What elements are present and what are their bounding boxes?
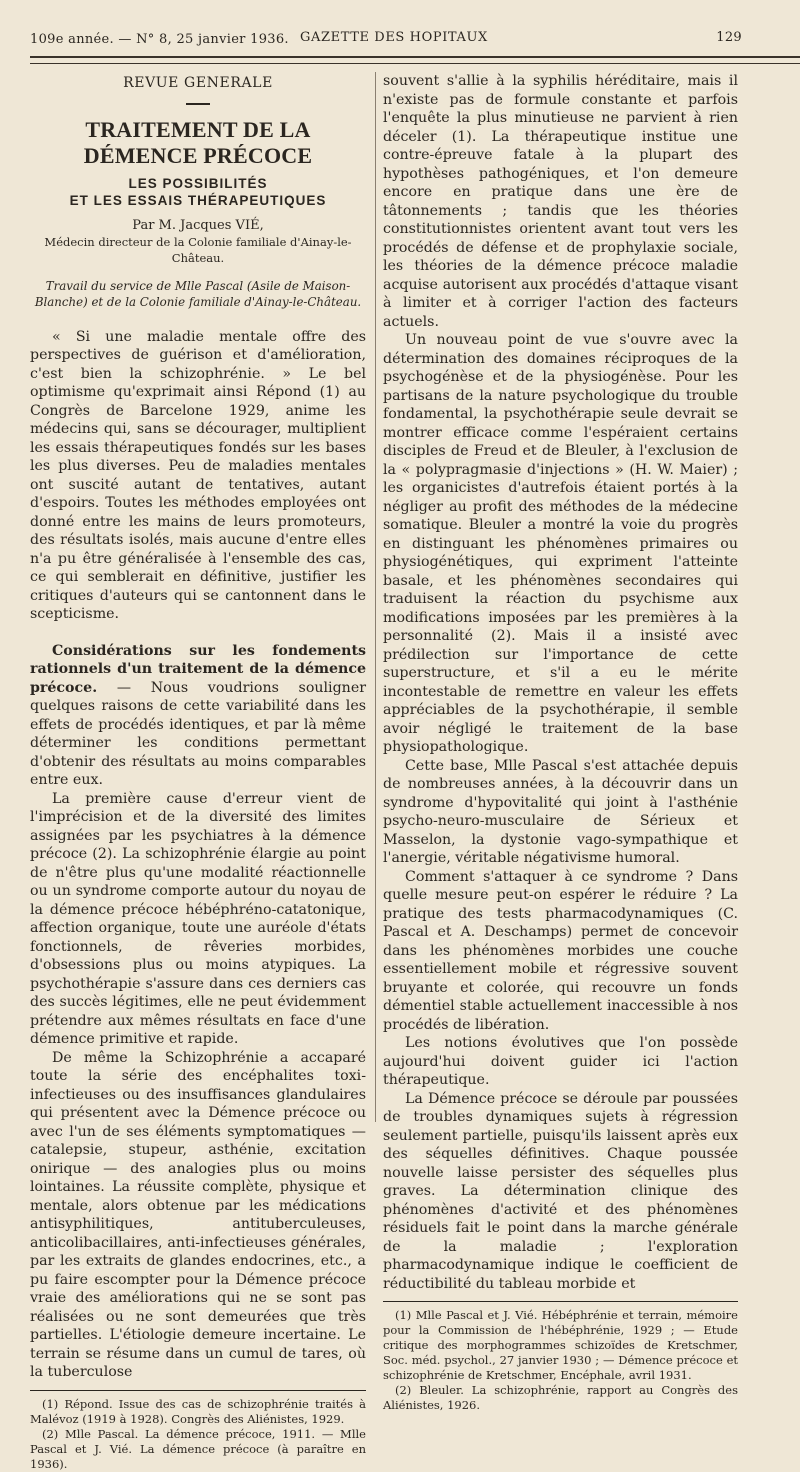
right-column: [383, 72, 738, 1413]
paragraph: La Démence précoce se déroule par poussées de troubles dynamiques sujets à régression seulement partielle, puisqu'ils laissent après eux des séquelles définitives. Chaque poussée nouvelle laisse persister des séquelles plus graves. La détermination clinique des phénomènes d'activité et des phénomènes résiduels fait le point dans la marche générale de la maladie ; l'exploration pharmacodynamique indique le coefficient de réductibilité du tableau morbide et: [383, 1090, 738, 1292]
footnote: (2) Mlle Pascal. La démence précoce, 1911. — Mlle Pascal et J. Vié. La démence précoce (à paraître en 1936).: [30, 1426, 366, 1471]
left-footnotes: [30, 1390, 366, 1472]
section-paragraph: [30, 642, 366, 790]
paragraph: La première cause d'erreur vient de l'imprécision et de la diversité des limites assignées par les psychiatres à la démence précoce (2). La schizophrénie élargie au point de n'être plus qu'une modalité réactionnelle ou un syndrome comporte autour du noyau de la démence précoce hébéphréno-catatonique, affection organique, toute une auréole d'états fonctionnels, de rêveries morbides, d'obsessions plus ou moins atypiques. La psychothérapie s'assure dans ces derniers cas des succès légitimes, elle ne peut évidemment prétendre aux mêmes résultats en face d'une démence primitive et rapide.: [30, 790, 366, 1047]
paragraph: souvent s'allie à la syphilis héréditaire, mais il n'existe pas de formule constante et parfois l'enquête la plus minutieuse ne parvient à rien déceler (1). La thérapeutique institue une contre-épreuve fatale à la plupart des hypothèses pathogéniques, et l'on demeure encore en pratique dans une ère de tâtonnements ; tandis que les théories constitutionnistes orientent avant tout vers les procédés de défense et de prophylaxie sociale, les théories de la démence précoce maladie acquise autorisent aux procédés d'attaque visant à limiter et à corriger l'action des facteurs actuels.: [383, 73, 738, 330]
issue-info: 109e année. — N° 8, 25 janvier 1936.: [30, 32, 289, 47]
author-line: Par M. Jacques VIÉ,: [132, 217, 264, 233]
header-rule-thick: [30, 56, 800, 58]
page-header: [30, 30, 742, 52]
paragraph: De même la Schizophrénie a accaparé toute la série des encéphalites toxi-infectieuses ou des insuffisances glandulaires qui présentent avec la Démence précoce ou avec l'un de ses éléments symptomatiques — catalepsie, stupeur, asthénie, excitation onirique — des analogies plus ou moins lointaines. La réussite complète, physique et mentale, alors obtenue par les médications antisyphilitiques, antituberculeuses, anticolibacillaires, anti-infectieuses générales, par les extraits de glandes endocrines, etc., a pu faire escompter pour la Démence précoce vraie des améliorations qui ne se sont pas réalisées ou ne sont demeurées que très partielles. L'étiologie demeure incertaine. Le terrain se résume dans un cumul de tares, où la tuberculose: [30, 1049, 366, 1380]
section-heading: Considérations sur les fondements rationnels d'un traitement de la démence précoce.: [30, 642, 366, 696]
paragraph: Les notions évolutives que l'on possède aujourd'hui doivent guider ici l'action thérapeutique.: [383, 1035, 738, 1088]
rubric: REVUE GENERALE: [123, 75, 273, 91]
article-subtitle-1: LES POSSIBILITÉS: [128, 175, 268, 191]
footnote-rule: [30, 1390, 366, 1391]
paragraph: Cette base, Mlle Pascal s'est attachée depuis de nombreuses années, à la découvrir dans un syndrome d'hypovitalité qui joint à l'asthénie psycho-neuro-musculaire de Sérieux et Masselon, la dystonie vago-sympathique et l'anergie, véritable négativisme humoral.: [383, 757, 738, 866]
work-credit: Travail du service de Mlle Pascal (Asile de Maison-Blanche) et de la Colonie familiale d'Ainay-le-Château.: [34, 278, 362, 309]
right-footnotes: [383, 1301, 738, 1413]
footnote: (1) Mlle Pascal et J. Vié. Hébéphrénie et terrain, mémoire pour la Commission de l'hébéphrénie, 1929 ; — Etude critique des morphogrammes schizoïdes de Kretschmer, Soc. méd. psychol., 27 janvier 1930 ; — Démence précoce et schizophrénie de Kretschmer, Encéphale, avril 1931.: [383, 1308, 738, 1382]
column-divider: [375, 72, 376, 1122]
footnote-rule: [383, 1301, 738, 1302]
paragraph: « Si une maladie mentale offre des perspectives de guérison et d'amélioration, c'est bien la schizophrénie. » Le bel optimisme qu'exprimait ainsi Répond (1) au Congrès de Barcelone 1929, anime les médecins qui, sans se décourager, multiplient les essais thérapeutiques fondés sur les bases les plus diverses. Peu de maladies mentales ont suscité autant de tentatives, autant d'espoirs. Toutes les méthodes employées ont donné entre les mains de leurs promoteurs, des résultats isolés, mais aucune d'entre elles n'a pu être généralisée à l'ensemble des cas, ce qui semblerait en définitive, justifier les critiques d'auteurs qui se cantonnent dans le scepticisme.: [30, 328, 366, 622]
article-title: TRAITEMENT DE LA DÉMENCE PRÉCOCE: [83, 116, 313, 168]
left-column: [30, 72, 366, 1472]
footnote: (2) Bleuler. La schizophrénie, rapport au Congrès des Aliénistes, 1926.: [383, 1383, 738, 1412]
paragraph: Un nouveau point de vue s'ouvre avec la détermination des domaines réciproques de la psychogénèse et de la physiogénèse. Pour les partisans de la nature psychologique du trouble fondamental, la psychothérapie seule devrait se montrer efficace comme l'espéraient certains disciples de Freud et de Bleuler, à l'exclusion de la « polypragmasie d'injections » (H. W. Maier) ; les organicistes d'autrefois étaient portés à la négliger au profit des méthodes de la médecine somatique. Bleuler a montré la voie du progrès en distinguant les phénomènes primaires ou physiogénétiques, qui expriment l'atteinte basale, et les phénomènes secondaires qui traduisent la réaction du psychisme aux modifications imposées par les premières à la personnalité (2). Mais il a insisté avec prédilection sur l'importance de cette superstructure, et s'il a eu le mérite incontestable de remettre en valeur les effets appréciables de la psychothérapie, il semble avoir négligé le traitement de la base physiopathologique.: [383, 332, 738, 755]
left-body: [30, 328, 366, 1382]
section-text: — Nous voudrions souligner quelques raisons de cette variabilité dans les effets de procédés identiques, et par là même déterminer les conditions permettant d'obtenir des résultats au moins comparables entre eux.: [30, 679, 366, 788]
right-body: [383, 72, 738, 1293]
journal-name: GAZETTE DES HOPITAUX: [300, 30, 488, 45]
paragraph: Comment s'attaquer à ce syndrome ? Dans quelle mesure peut-on espérer le réduire ? La pratique des tests pharmacodynamiques (C. Pascal et A. Deschamps) permet de concevoir dans les phénomènes morbides une couche essentiellement mobile et régressive souvent bruyante et colorée, qui recouvre un fonds démentiel stable actuellement inaccessible à nos procédés de libération.: [383, 868, 738, 1033]
footnote: (1) Répond. Issue des cas de schizophrénie traités à Malévoz (1919 à 1928). Congrès des Aliénistes, 1929.: [30, 1396, 366, 1426]
article-subtitle-2: ET LES ESSAIS THÉRAPEUTIQUES: [69, 192, 327, 208]
page-number: 129: [716, 30, 742, 45]
author-role: Médecin directeur de la Colonie familiale d'Ainay-le-Château.: [44, 234, 352, 265]
rubric-rule: [186, 103, 210, 105]
header-rule-thin: [30, 63, 800, 64]
